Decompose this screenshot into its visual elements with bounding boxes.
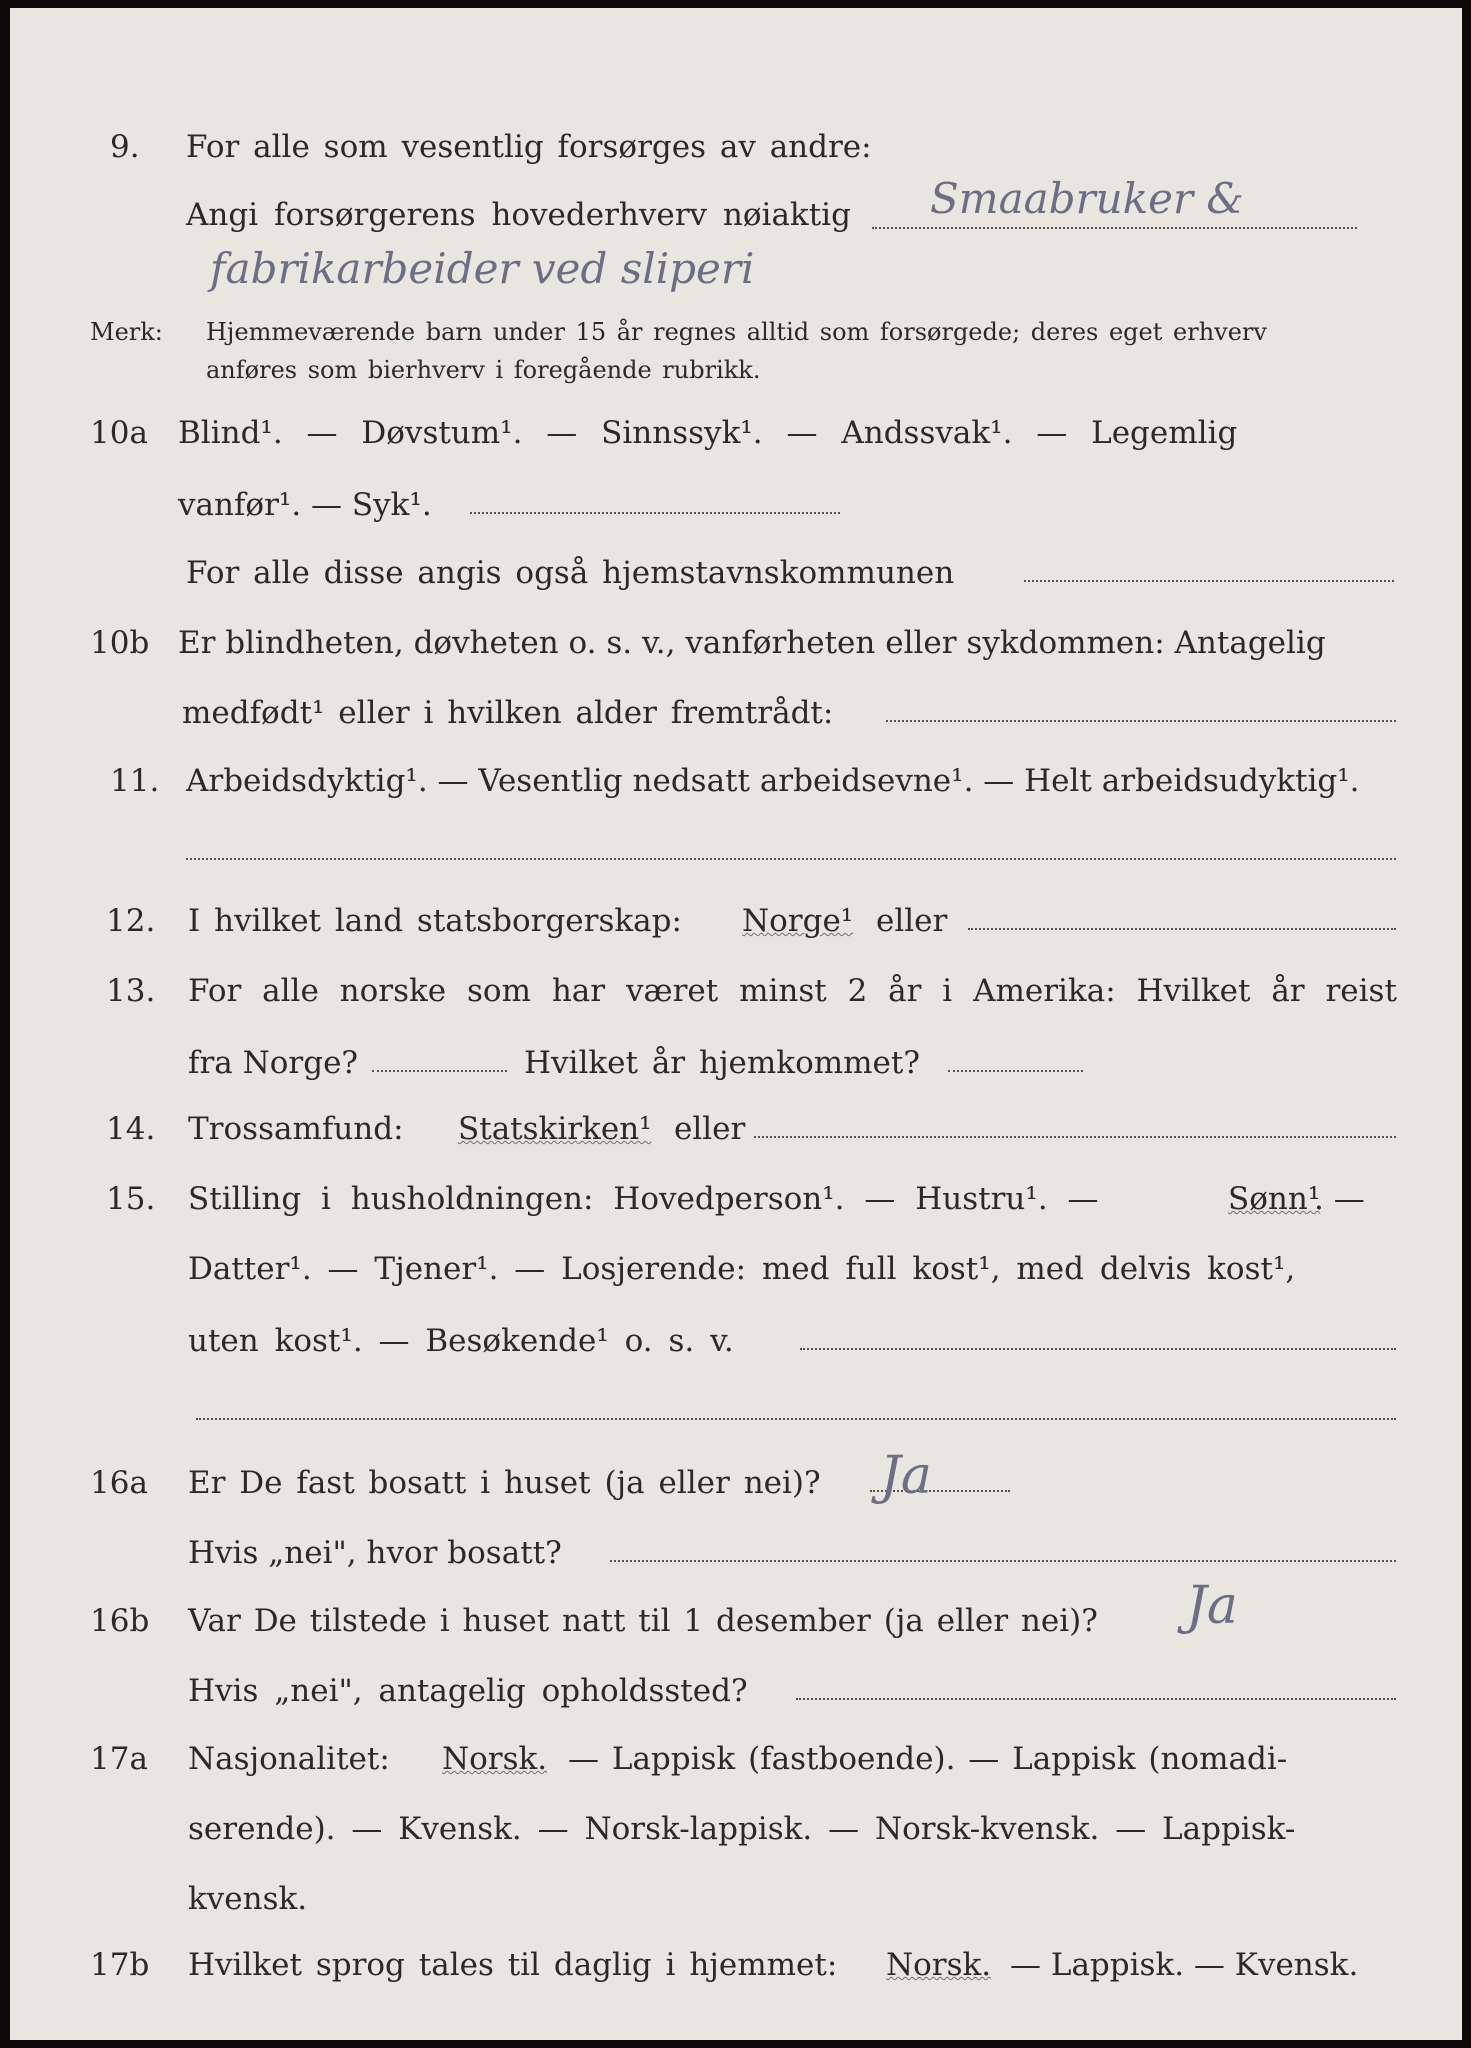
q15-line1a: Stilling i husholdningen: Hovedperson¹. — Hustru¹. —: [188, 1181, 1099, 1217]
q9-line2: Angi forsørgerens hovederhverv nøiaktig: [186, 197, 851, 233]
q17a-number: 17a: [90, 1741, 148, 1777]
q17b-number: 17b: [90, 1947, 150, 1983]
q9-handwritten-answer-a: Smaabruker &: [930, 174, 1244, 223]
q17a-label: Nasjonalitet:: [188, 1741, 390, 1777]
q14-eller: eller: [674, 1111, 746, 1147]
merk-label: Merk:: [90, 318, 163, 346]
q13-line1: For alle norske som har været minst 2 år i Amerika: Hvilket år reist: [188, 973, 1397, 1009]
census-form-page: [10, 8, 1462, 2040]
q11-answer-line: [186, 858, 1396, 860]
q15-answer-line: [800, 1348, 1396, 1350]
q10a-answer-line: [470, 512, 840, 514]
q17a-line1b: — Lappisk (fastboende). — Lappisk (nomadi-: [568, 1741, 1288, 1777]
q12-text: I hvilket land statsborgerskap:: [188, 903, 682, 939]
merk-line2: anføres som bierhverv i foregående rubrikk.: [206, 356, 761, 384]
q16a-bosatt-line: [610, 1560, 1396, 1562]
q16a-line1: Er De fast bosatt i huset (ja eller nei)?: [188, 1465, 821, 1501]
q10b-line1: Er blindheten, døvheten o. s. v., vanførheten eller sykdommen: Antagelig: [178, 625, 1326, 661]
q13-number: 13.: [106, 973, 156, 1009]
q11-line1: Arbeidsdyktig¹. — Vesentlig nedsatt arbeidsevne¹. — Helt arbeidsudyktig¹.: [186, 763, 1360, 799]
q10b-line2: medfødt¹ eller i hvilken alder fremtrådt:: [182, 695, 834, 731]
q16b-handwritten-answer: Ja: [1186, 1576, 1238, 1636]
q15-number: 15.: [106, 1181, 156, 1217]
q12-norge-option: Norge¹: [742, 903, 854, 939]
q16a-handwritten-answer: Ja: [880, 1446, 932, 1506]
q16b-opholdssted-line: [796, 1698, 1396, 1700]
q17a-line2: serende). — Kvensk. — Norsk-lappisk. — Norsk-kvensk. — Lappisk-: [188, 1811, 1296, 1847]
q13-hjemkommet-line: [948, 1070, 1083, 1072]
q13-line2b: Hvilket år hjemkommet?: [524, 1045, 920, 1081]
q14-statskirken-option: Statskirken¹: [458, 1111, 652, 1147]
q14-number: 14.: [106, 1111, 156, 1147]
q10a-line3: For alle disse angis også hjemstavnskommunen: [186, 555, 955, 591]
q13-line2a: fra Norge?: [188, 1045, 359, 1081]
q12-number: 12.: [106, 903, 156, 939]
merk-line1: Hjemmeværende barn under 15 år regnes alltid som forsørgede; deres eget erhverv: [206, 318, 1267, 346]
q15-line2: Datter¹. — Tjener¹. — Losjerende: med full kost¹, med delvis kost¹,: [188, 1251, 1296, 1287]
q15-sonn-option: Sønn¹: [1228, 1181, 1321, 1217]
q10b-answer-line: [886, 720, 1396, 722]
q17a-line3: kvensk.: [188, 1881, 308, 1917]
q15-line1b: . —: [1314, 1181, 1365, 1217]
q10a-hjemstavn-line: [1024, 580, 1394, 582]
q13-reist-line: [372, 1070, 507, 1072]
q12-eller: eller: [876, 903, 948, 939]
q14-answer-line: [754, 1136, 1396, 1138]
q10b-number: 10b: [90, 625, 150, 661]
q10a-line1: Blind¹. — Døvstum¹. — Sinnssyk¹. — Andssvak¹. — Legemlig: [178, 415, 1238, 451]
q16b-number: 16b: [90, 1603, 150, 1639]
q10a-line2: vanfør¹. — Syk¹.: [178, 487, 432, 523]
q17a-norsk-option: Norsk.: [442, 1741, 548, 1777]
q12-answer-line: [968, 928, 1396, 930]
q16a-number: 16a: [90, 1465, 148, 1501]
q9-handwritten-answer-b: fabrikarbeider ved sliperi: [210, 244, 755, 293]
q17b-line1b: — Lappisk. — Kvensk.: [1010, 1947, 1359, 1983]
q16a-line2: Hvis „nei", hvor bosatt?: [188, 1535, 562, 1571]
q9-number: 9.: [110, 129, 140, 165]
q17b-norsk-option: Norsk.: [886, 1947, 992, 1983]
q10a-number: 10a: [90, 415, 148, 451]
q11-number: 11.: [110, 763, 160, 799]
q9-answer-line: [872, 227, 1357, 229]
q16b-line2: Hvis „nei", antagelig opholdssted?: [188, 1673, 748, 1709]
q16b-line1: Var De tilstede i huset natt til 1 desember (ja eller nei)?: [188, 1603, 1098, 1639]
q14-text: Trossamfund:: [188, 1111, 404, 1147]
q15-answer-line-2: [196, 1418, 1396, 1420]
q15-line3: uten kost¹. — Besøkende¹ o. s. v.: [188, 1323, 734, 1359]
q9-line1: For alle som vesentlig forsørges av andre:: [186, 129, 872, 165]
q17b-line1a: Hvilket sprog tales til daglig i hjemmet:: [188, 1947, 838, 1983]
